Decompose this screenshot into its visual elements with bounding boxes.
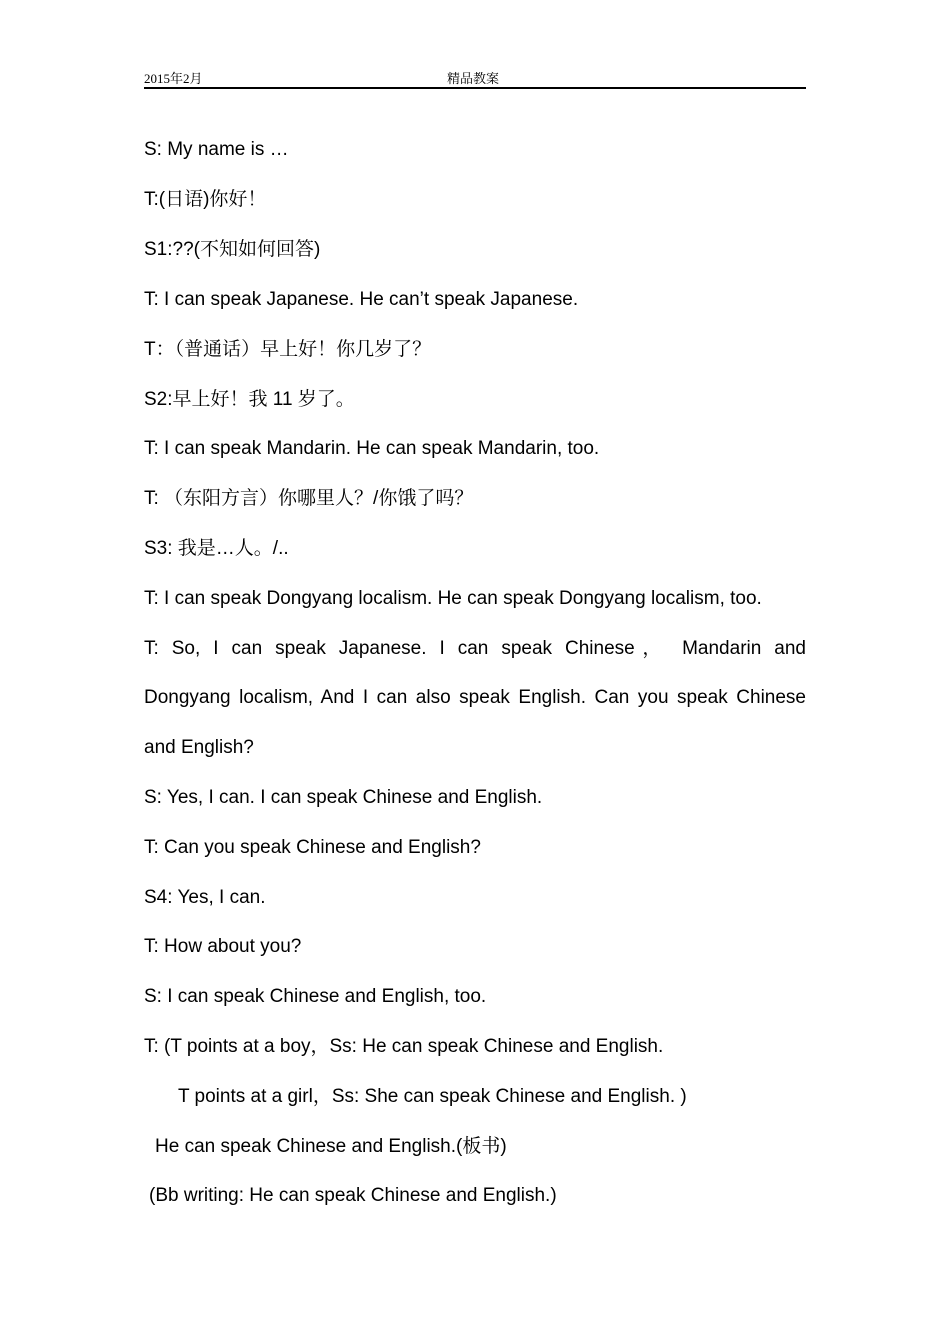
dialogue-line: and English? xyxy=(144,737,254,758)
dialogue-line: S4: Yes, I can. xyxy=(144,887,266,908)
dialogue-line: S1:??(不知如何回答) xyxy=(144,239,321,260)
dialogue-line: T:(日语)你好！ xyxy=(144,189,267,210)
dialogue-line: T: （东阳方言）你哪里人？/你饿了吗？ xyxy=(144,488,474,509)
dialogue-line: S: I can speak Chinese and English, too. xyxy=(144,986,487,1007)
dialogue-line: T: I can speak Japanese. He can’t speak Japanese. xyxy=(144,289,579,310)
dialogue-line: T: How about you? xyxy=(144,936,302,957)
dialogue-line: S: My name is … xyxy=(144,139,289,160)
dialogue-line: T: Can you speak Chinese and English? xyxy=(144,837,481,858)
blackboard-note: (Bb writing: He can speak Chinese and English.) xyxy=(149,1185,557,1206)
dialogue-line: T: So, I can speak Japanese. I can speak Chinese， Mandarin and xyxy=(144,638,806,659)
dialogue-line: T：（普通话）早上好！你几岁了？ xyxy=(144,339,432,360)
dialogue-line: S2:早上好！我 11 岁了。 xyxy=(144,389,355,410)
dialogue-line: S: Yes, I can. I can speak Chinese and English. xyxy=(144,787,543,808)
page-header xyxy=(144,66,806,89)
header-date: 2015年2月 xyxy=(144,71,203,86)
dialogue-line: S3: 我是…人。/.. xyxy=(144,538,289,559)
dialogue-line: T: I can speak Dongyang localism. He can speak Dongyang localism, too. xyxy=(144,588,762,609)
header-title: 精品教案 xyxy=(447,71,500,86)
dialogue-line: T: I can speak Mandarin. He can speak Mandarin, too. xyxy=(144,438,600,459)
dialogue-line: Dongyang localism, And I can also speak English. Can you speak Chinese xyxy=(144,687,806,708)
dialogue-line: T points at a girl，Ss: She can speak Chinese and English. ) xyxy=(178,1086,687,1107)
dialogue-line: T: (T points at a boy，Ss: He can speak Chinese and English. xyxy=(144,1036,664,1057)
blackboard-line: He can speak Chinese and English.(板书) xyxy=(155,1136,507,1157)
